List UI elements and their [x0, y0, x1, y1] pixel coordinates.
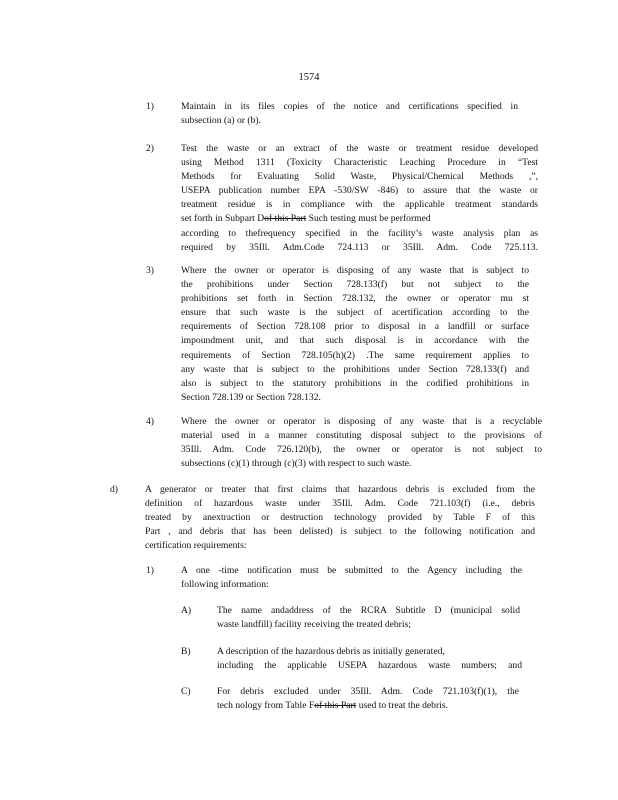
text-line — [181, 363, 529, 377]
text-line — [181, 457, 542, 471]
text-line — [145, 539, 535, 553]
text-line — [181, 429, 542, 443]
text-line — [181, 564, 522, 578]
line-text: treatment residue is in compliance with the applicable treatment standards — [181, 199, 538, 211]
text-line — [181, 100, 518, 114]
text-line — [217, 604, 520, 618]
text-line — [181, 349, 529, 363]
line-text: according to thefrequency specified in the facility’s waste analysis plan as — [181, 227, 538, 239]
text-line — [181, 184, 538, 198]
line-text: USEPA publication number EPA -530/SW -846) to assure that the waste or — [181, 185, 538, 197]
text-line — [181, 377, 529, 391]
text-line — [181, 391, 529, 405]
line-text: impoundment unit, and that such disposal is in accordance with the — [181, 335, 529, 347]
paragraph-label: B) — [181, 646, 191, 657]
line-text: A generator or treater that first claims that hazardous debris is excluded from the — [145, 484, 535, 495]
line-text: Part , and debris that has been delisted) is subject to the following notification and — [145, 526, 535, 538]
line-text: subsections (c)(1) through (c)(3) with respect to such waste. — [181, 458, 412, 470]
text-line — [217, 699, 519, 713]
line-text: Methods for Evaluating Solid Waste, Physical/Chemical Methods ,”, — [181, 171, 538, 183]
page-number: 1574 — [298, 72, 320, 83]
line-text: waste landfill) facility receiving the treated debris; — [217, 619, 411, 631]
line-text: following information: — [181, 579, 269, 591]
line-text: For debris excluded under 35Ill. Adm. Code 721.103(f)(1), the — [217, 686, 519, 697]
paragraph-label: 4) — [146, 416, 154, 427]
paragraph-text — [217, 604, 520, 632]
line-text: Section 728.139 or Section 728.132. — [181, 391, 321, 403]
struck-text: of this Part — [314, 700, 357, 712]
line-text: Where the owner or operator is disposing of any waste that is a recyclable — [181, 416, 542, 427]
line-text: material used in a manner constituting disposal subject to the provisions of — [181, 430, 542, 442]
text-line — [181, 142, 538, 156]
line-text: The name andaddress of the RCRA Subtitle D (municipal solid — [217, 605, 520, 616]
line-text: requirements of Section 728.105(h)(2) .The same requirement applies to — [181, 349, 529, 361]
line-text: A description of the hazardous debris as initially generated, — [217, 646, 445, 657]
paragraph-text — [181, 415, 542, 471]
text-line — [181, 156, 538, 170]
text-line — [181, 415, 542, 429]
text-line — [181, 320, 529, 334]
line-text: definition of hazardous waste under 35Ill. Adm. Code 721.103(f) (i.e., debris — [145, 498, 535, 510]
text-line — [181, 227, 538, 241]
paragraph-label: d) — [110, 484, 118, 495]
text-line — [181, 334, 529, 348]
text-line — [181, 578, 522, 592]
text-line — [181, 292, 529, 306]
paragraph-text — [181, 142, 538, 255]
text-line — [145, 483, 535, 497]
line-text: certification requirements: — [145, 540, 247, 552]
line-text: prohibitions set forth in Section 728.132, the owner or operator mu st — [181, 293, 529, 305]
text-line — [181, 443, 542, 457]
paragraph-text — [181, 264, 529, 405]
text-line — [145, 525, 535, 539]
line-text: subsection (a) or (b). — [181, 115, 261, 127]
line-text: ensure that such waste is the subject of acertification according to the — [181, 307, 529, 319]
text-line — [181, 278, 529, 292]
text-line — [217, 645, 522, 659]
line-text: the prohibitions under Section 728.133(f) but not subject to the — [181, 279, 529, 291]
paragraph-label: 1) — [146, 565, 154, 576]
line-text: Maintain in its files copies of the notice and certifications specified in — [181, 101, 518, 112]
line-text: Where the owner or operator is disposing of any waste that is subject to — [181, 265, 529, 276]
paragraph-label: 3) — [146, 265, 154, 276]
paragraph-label: C) — [181, 686, 191, 697]
paragraph-label: A) — [181, 605, 192, 616]
line-text: A one -time notification must be submitted to the Agency including the — [181, 565, 522, 576]
text-line — [217, 659, 522, 673]
line-text: tech nology from Table F — [217, 700, 315, 712]
text-line — [217, 618, 520, 632]
paragraph-text — [217, 685, 519, 713]
line-text: using Method 1311 (Toxicity Characteristic Leaching Procedure in “Test — [181, 157, 538, 169]
paragraph-label: 2) — [146, 143, 154, 154]
struck-text: of this Part — [264, 213, 307, 225]
text-line — [181, 241, 538, 255]
paragraph-text — [217, 645, 522, 673]
line-text: set forth in Subpart D — [181, 213, 265, 225]
line-text: requirements of Section 728.108 prior to disposal in a landfill or surface — [181, 321, 529, 333]
line-text: Such testing must be performed — [306, 213, 431, 225]
line-text: used to treat the debris. — [356, 700, 448, 712]
paragraph-text — [181, 100, 518, 128]
text-line — [217, 685, 519, 699]
line-text: Test the waste or an extract of the waste or treatment residue developed — [181, 143, 538, 154]
paragraph-text — [145, 483, 535, 553]
text-line — [181, 170, 538, 184]
line-text: including the applicable USEPA hazardous waste numbers; and — [217, 660, 522, 672]
text-line — [181, 264, 529, 278]
text-line — [181, 306, 529, 320]
text-line — [181, 212, 538, 226]
paragraph-label: 1) — [146, 101, 154, 112]
line-text: required by 35Ill. Adm.Code 724.113 or 35Ill. Adm. Code 725.113. — [181, 241, 538, 253]
text-line — [181, 114, 518, 128]
line-text: treated by anextraction or destruction technology provided by Table F of this — [145, 512, 535, 524]
text-line — [181, 198, 538, 212]
text-line — [145, 497, 535, 511]
line-text: also is subject to the statutory prohibitions in the codified prohibitions in — [181, 377, 529, 389]
line-text: any waste that is subject to the prohibitions under Section 728.133(f) and — [181, 363, 529, 375]
paragraph-text — [181, 564, 522, 592]
line-text: 35Ill. Adm. Code 726.120(b), the owner or operator is not subject to — [181, 444, 542, 456]
text-line — [145, 511, 535, 525]
